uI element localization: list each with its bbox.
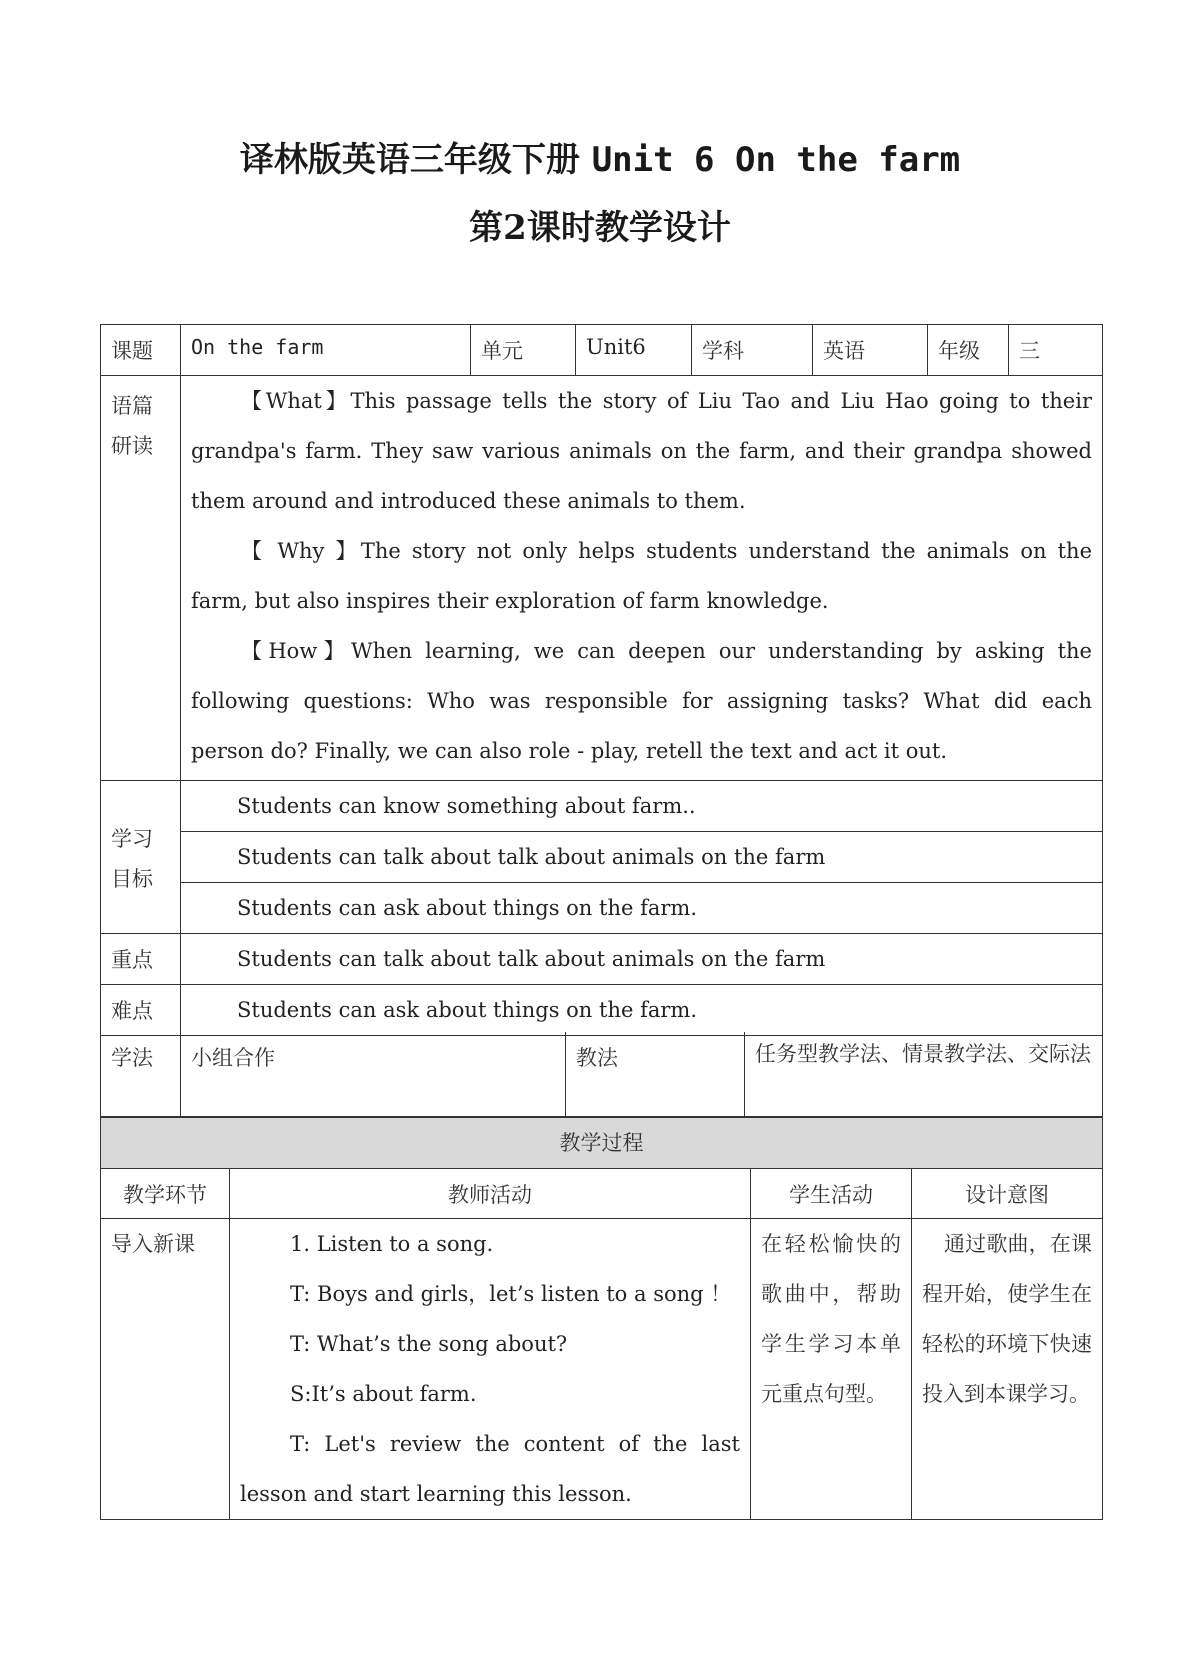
process-table bbox=[100, 1116, 1103, 1520]
how-paragraph: 【How】When learning, we can deepen our understanding by asking the following questions: Who was responsible for assigning tasks? What did each person do? Finally, we can also role - play, retell the text and act it out. bbox=[191, 639, 1092, 763]
why-paragraph: 【 Why 】The story not only helps students understand the animals on the farm, but also inspires their exploration of farm knowledge. bbox=[191, 539, 1092, 613]
learn-method-value: 小组合作 bbox=[181, 1032, 566, 1116]
design-intent-cell: 通过歌曲，在课程开始，使学生在轻松的环境下快速投入到本课学习。 bbox=[912, 1219, 1103, 1520]
subject-label: 学科 bbox=[692, 325, 813, 376]
key-point-label: 重点 bbox=[101, 934, 181, 985]
document-subtitle: 第2课时教学设计 bbox=[469, 208, 731, 248]
table-row bbox=[101, 1219, 1103, 1520]
topic-value: On the farm bbox=[181, 325, 471, 376]
goal-item: Students can know something about farm.. bbox=[181, 781, 1103, 832]
grade-value: 三 bbox=[1009, 325, 1103, 376]
col-student-header: 学生活动 bbox=[751, 1169, 912, 1219]
goal-item: Students can talk about talk about animals on the farm bbox=[181, 832, 1103, 883]
difficulty-value: Students can ask about things on the farm. bbox=[181, 985, 1103, 1036]
teacher-line: 1. Listen to a song. bbox=[290, 1232, 494, 1256]
teacher-line: T: Boys and girls，let’s listen to a song ！ bbox=[290, 1282, 732, 1306]
process-heading: 教学过程 bbox=[101, 1117, 1103, 1169]
subject-value: 英语 bbox=[813, 325, 928, 376]
teacher-line: T: Let's review the content of the last lesson and start learning this lesson. bbox=[240, 1432, 740, 1506]
methods-table bbox=[100, 1032, 1103, 1117]
teach-method-value: 任务型教学法、情景教学法、交际法 bbox=[745, 1032, 1103, 1116]
title-english: Unit 6 On the farm bbox=[591, 140, 961, 180]
teacher-line: S:It’s about farm. bbox=[290, 1382, 477, 1406]
col-intent-header: 设计意图 bbox=[912, 1169, 1103, 1219]
document-title bbox=[0, 132, 1200, 181]
key-point-value: Students can talk about talk about animals on the farm bbox=[181, 934, 1103, 985]
goal-item: Students can ask about things on the farm. bbox=[181, 883, 1103, 934]
topic-label: 课题 bbox=[101, 325, 181, 376]
text-study-content bbox=[181, 376, 1103, 781]
text-study-label: 语篇研读 bbox=[101, 376, 181, 781]
difficulty-label: 难点 bbox=[101, 985, 181, 1036]
learn-method-label: 学法 bbox=[101, 1032, 181, 1116]
teacher-line: T: What’s the song about? bbox=[290, 1332, 568, 1356]
col-teacher-header: 教师活动 bbox=[230, 1169, 751, 1219]
lesson-info-table bbox=[100, 324, 1103, 1036]
teach-method-label: 教法 bbox=[566, 1032, 745, 1116]
unit-label: 单元 bbox=[471, 325, 576, 376]
stage-cell: 导入新课 bbox=[101, 1219, 230, 1520]
goals-label: 学习目标 bbox=[101, 781, 181, 934]
student-activity-cell: 在轻松愉快的歌曲中，帮助学生学习本单元重点句型。 bbox=[751, 1219, 912, 1520]
unit-value: Unit6 bbox=[576, 325, 692, 376]
col-stage-header: 教学环节 bbox=[101, 1169, 230, 1219]
grade-label: 年级 bbox=[928, 325, 1009, 376]
title-chinese: 译林版英语三年级下册 bbox=[239, 140, 580, 180]
teacher-activity-cell bbox=[230, 1219, 751, 1520]
what-paragraph: 【What】This passage tells the story of Liu Tao and Liu Hao going to their grandpa's farm. They saw various animals on the farm, and their grandpa showed them around and introduced these animals to them. bbox=[191, 389, 1092, 513]
